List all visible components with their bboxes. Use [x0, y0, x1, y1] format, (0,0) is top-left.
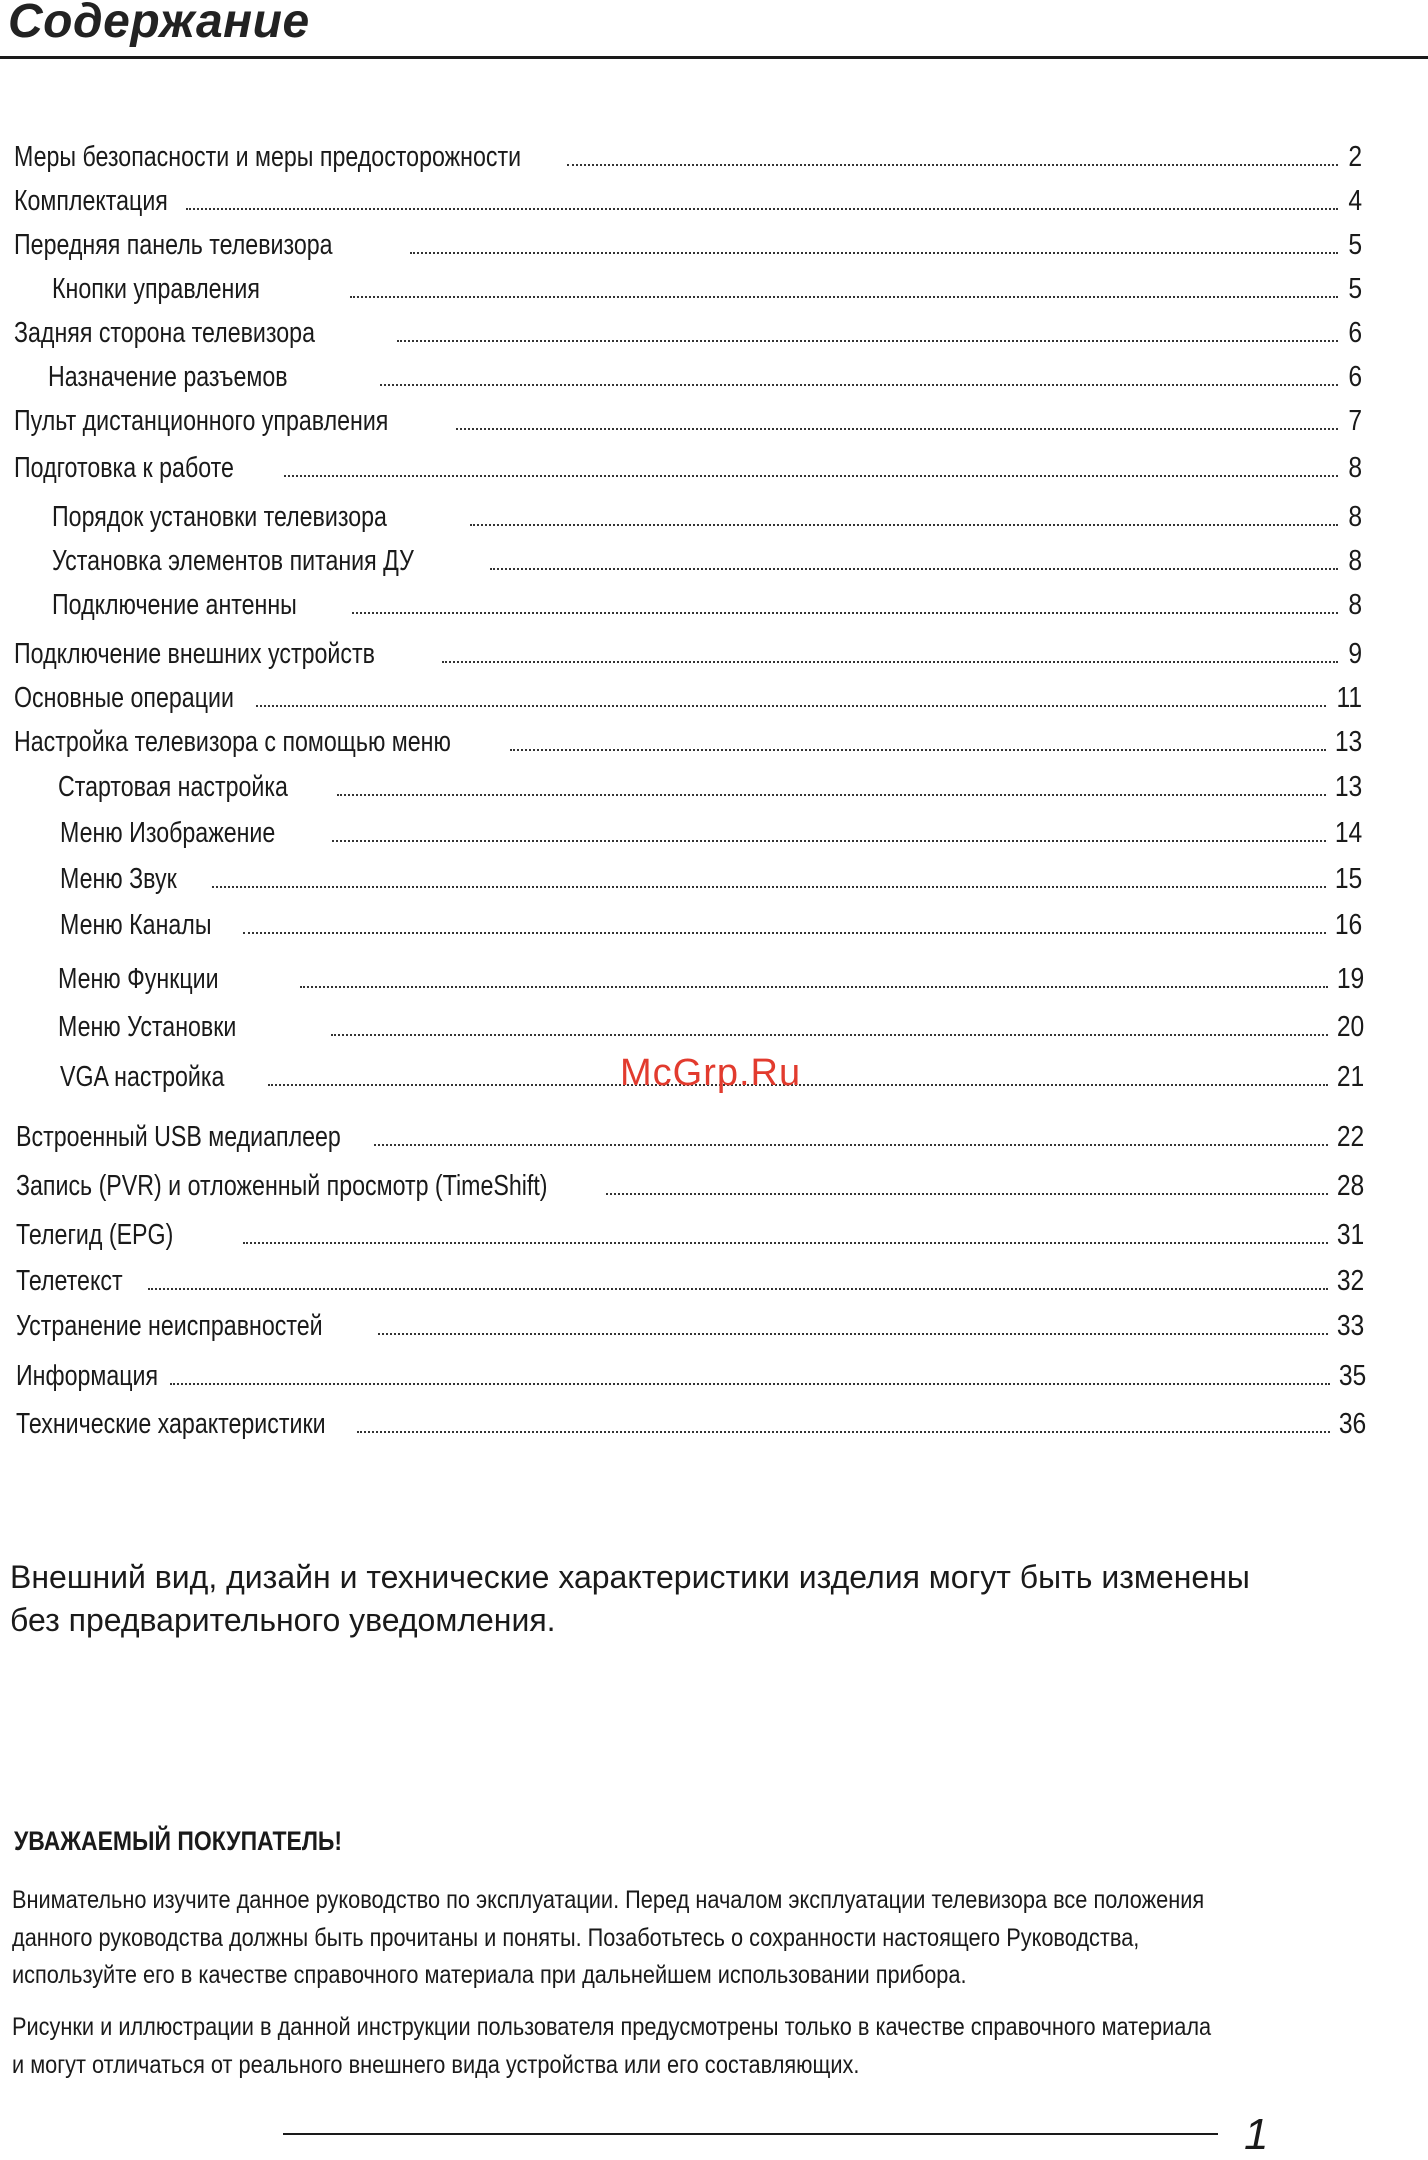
toc-entry	[0, 1263, 1364, 1299]
toc-entry-title: Комплектация	[14, 185, 168, 217]
toc-leader-dots	[284, 475, 1338, 477]
instructions-paragraph	[12, 1882, 1308, 1995]
toc-entry-page: 8	[1348, 589, 1362, 621]
toc-entry-title: Подготовка к работе	[14, 452, 234, 484]
toc-leader-dots	[332, 840, 1326, 842]
toc-entry-title: Установка элементов питания ДУ	[52, 545, 414, 577]
toc-entry	[0, 815, 1362, 851]
paragraph-line: используйте его в качестве справочного материала при дальнейшем использовании прибора.	[12, 1961, 967, 1989]
paragraph-line: и могут отличаться от реального внешнего вида устройства или его составляющих.	[12, 2050, 860, 2079]
notice-line: Внешний вид, дизайн и технические характеристики изделия могут быть изменены	[10, 1559, 1250, 1595]
toc-entry-page: 6	[1348, 317, 1362, 349]
toc-leader-dots	[490, 568, 1338, 570]
toc-entry-page: 8	[1348, 545, 1362, 577]
toc-entry-page: 11	[1336, 682, 1362, 714]
toc-entry-title: Телетекст	[16, 1265, 123, 1297]
toc-entry-page: 6	[1348, 361, 1362, 393]
toc-entry-title: Назначение разъемов	[48, 361, 288, 393]
toc-leader-dots	[331, 1034, 1328, 1036]
watermark-text: McGrp.Ru	[620, 1052, 802, 1094]
toc-entry-page: 33	[1336, 1310, 1364, 1342]
toc-entry-page: 5	[1348, 229, 1362, 261]
toc-entry-page: 7	[1348, 405, 1362, 437]
toc-leader-dots	[397, 340, 1338, 342]
toc-entry	[0, 359, 1362, 395]
toc-entry-title: Меню Каналы	[60, 909, 212, 941]
toc-leader-dots	[170, 1383, 1330, 1385]
toc-entry	[0, 1217, 1364, 1253]
toc-entry-page: 15	[1334, 863, 1362, 895]
toc-entry	[0, 680, 1362, 716]
toc-entry	[0, 1009, 1364, 1045]
toc-entry-title: Меню Звук	[60, 863, 177, 895]
toc-entry	[0, 450, 1362, 486]
toc-entry-title: Настройка телевизора с помощью меню	[14, 726, 451, 758]
toc-leader-dots	[380, 384, 1338, 386]
paragraph-line: Внимательно изучите данное руководство по эксплуатации. Перед началом эксплуатации телевизора все положения	[12, 1886, 1205, 1914]
toc-leader-dots	[243, 932, 1326, 934]
toc-leader-dots	[186, 208, 1338, 210]
toc-leader-dots	[510, 749, 1326, 751]
toc-leader-dots	[337, 794, 1326, 796]
toc-entry-title: Подключение антенны	[52, 589, 297, 621]
toc-entry	[0, 271, 1362, 307]
toc-leader-dots	[378, 1333, 1328, 1335]
customer-heading: УВАЖАЕМЫЙ ПОКУПАТЕЛЬ!	[14, 1826, 343, 1856]
toc-entry	[0, 861, 1362, 897]
toc-entry-page: 21	[1336, 1061, 1364, 1093]
toc-entry	[0, 587, 1362, 623]
toc-entry	[0, 961, 1364, 997]
toc-entry-title: Порядок установки телевизора	[52, 501, 387, 533]
toc-entry-page: 22	[1336, 1121, 1364, 1153]
toc-entry	[0, 403, 1362, 439]
toc-entry-page: 13	[1334, 726, 1362, 758]
footer-divider	[283, 2133, 1218, 2135]
toc-entry	[0, 315, 1362, 351]
toc-leader-dots	[606, 1193, 1328, 1195]
toc-leader-dots	[374, 1144, 1328, 1146]
toc-entry	[0, 183, 1362, 219]
toc-entry-title: Задняя сторона телевизора	[14, 317, 315, 349]
toc-entry-title: VGA настройка	[60, 1061, 225, 1093]
title-divider	[0, 56, 1428, 59]
toc-entry	[0, 1406, 1366, 1442]
toc-entry-title: Передняя панель телевизора	[14, 229, 333, 261]
toc-entry-page: 32	[1336, 1265, 1364, 1297]
toc-entry-page: 20	[1336, 1011, 1364, 1043]
toc-entry-page: 35	[1338, 1360, 1366, 1392]
toc-entry	[0, 1168, 1364, 1204]
toc-entry	[0, 1119, 1364, 1155]
toc-entry-title: Встроенный USB медиаплеер	[16, 1121, 341, 1153]
toc-entry-page: 5	[1348, 273, 1362, 305]
toc-entry	[0, 543, 1362, 579]
toc-entry-page: 2	[1348, 141, 1362, 173]
toc-entry-page: 14	[1334, 817, 1362, 849]
change-notice	[10, 1556, 1410, 1642]
toc-entry-title: Подключение внешних устройств	[14, 638, 375, 670]
toc-leader-dots	[212, 886, 1326, 888]
toc-entry-page: 9	[1348, 638, 1362, 670]
toc-leader-dots	[470, 524, 1338, 526]
toc-entry	[0, 499, 1362, 535]
toc-entry-page: 36	[1338, 1408, 1366, 1440]
paragraph-line: данного руководства должны быть прочитаны и поняты. Позаботьтесь о сохранности настоящего Руководства,	[12, 1923, 1140, 1952]
toc-entry	[0, 769, 1362, 805]
toc-leader-dots	[350, 296, 1338, 298]
toc-entry-page: 19	[1336, 963, 1364, 995]
toc-leader-dots	[567, 164, 1338, 166]
toc-leader-dots	[243, 1242, 1328, 1244]
toc-entry-title: Основные операции	[14, 682, 234, 714]
toc-entry-page: 8	[1348, 452, 1362, 484]
toc-entry-title: Пульт дистанционного управления	[14, 405, 389, 437]
toc-entry	[0, 636, 1362, 672]
toc-entry	[0, 724, 1362, 760]
toc-entry-title: Меню Установки	[58, 1011, 237, 1043]
paragraph-line: Рисунки и иллюстрации в данной инструкции пользователя предусмотрены только в качестве справочного материала	[12, 2013, 1212, 2041]
toc-entry-title: Информация	[16, 1360, 159, 1392]
illustrations-paragraph	[12, 2009, 1308, 2084]
toc-entry	[0, 1308, 1364, 1344]
toc-leader-dots	[442, 661, 1338, 663]
page-number: 1	[1244, 2110, 1269, 2159]
toc-entry-title: Меню Функции	[58, 963, 219, 995]
toc-entry-title: Кнопки управления	[52, 273, 260, 305]
toc-entry	[0, 227, 1362, 263]
toc-leader-dots	[357, 1431, 1330, 1433]
toc-entry-title: Меню Изображение	[60, 817, 276, 849]
toc-entry-title: Телегид (EPG)	[16, 1219, 174, 1251]
toc-entry-page: 31	[1336, 1219, 1364, 1251]
page-title: Содержание	[8, 0, 310, 48]
toc-entry-title: Меры безопасности и меры предосторожности	[14, 141, 522, 173]
toc-entry-title: Технические характеристики	[16, 1408, 326, 1440]
toc-entry	[0, 139, 1362, 175]
toc-entry-page: 13	[1334, 771, 1362, 803]
toc-entry-page: 16	[1334, 909, 1362, 941]
notice-line: без предварительного уведомления.	[10, 1602, 556, 1638]
toc-leader-dots	[300, 986, 1328, 988]
toc-leader-dots	[256, 705, 1326, 707]
toc-leader-dots	[148, 1288, 1328, 1290]
toc-entry	[0, 1358, 1366, 1394]
toc-entry-title: Стартовая настройка	[58, 771, 288, 803]
toc-leader-dots	[410, 252, 1338, 254]
toc-entry-page: 28	[1336, 1170, 1364, 1202]
toc-entry	[0, 907, 1362, 943]
toc-entry-title: Запись (PVR) и отложенный просмотр (TimeShift)	[16, 1170, 548, 1202]
toc-leader-dots	[352, 612, 1338, 614]
toc-entry-title: Устранение неисправностей	[16, 1310, 323, 1342]
toc-entry-page: 8	[1348, 501, 1362, 533]
toc-leader-dots	[456, 428, 1338, 430]
toc-entry-page: 4	[1348, 185, 1362, 217]
